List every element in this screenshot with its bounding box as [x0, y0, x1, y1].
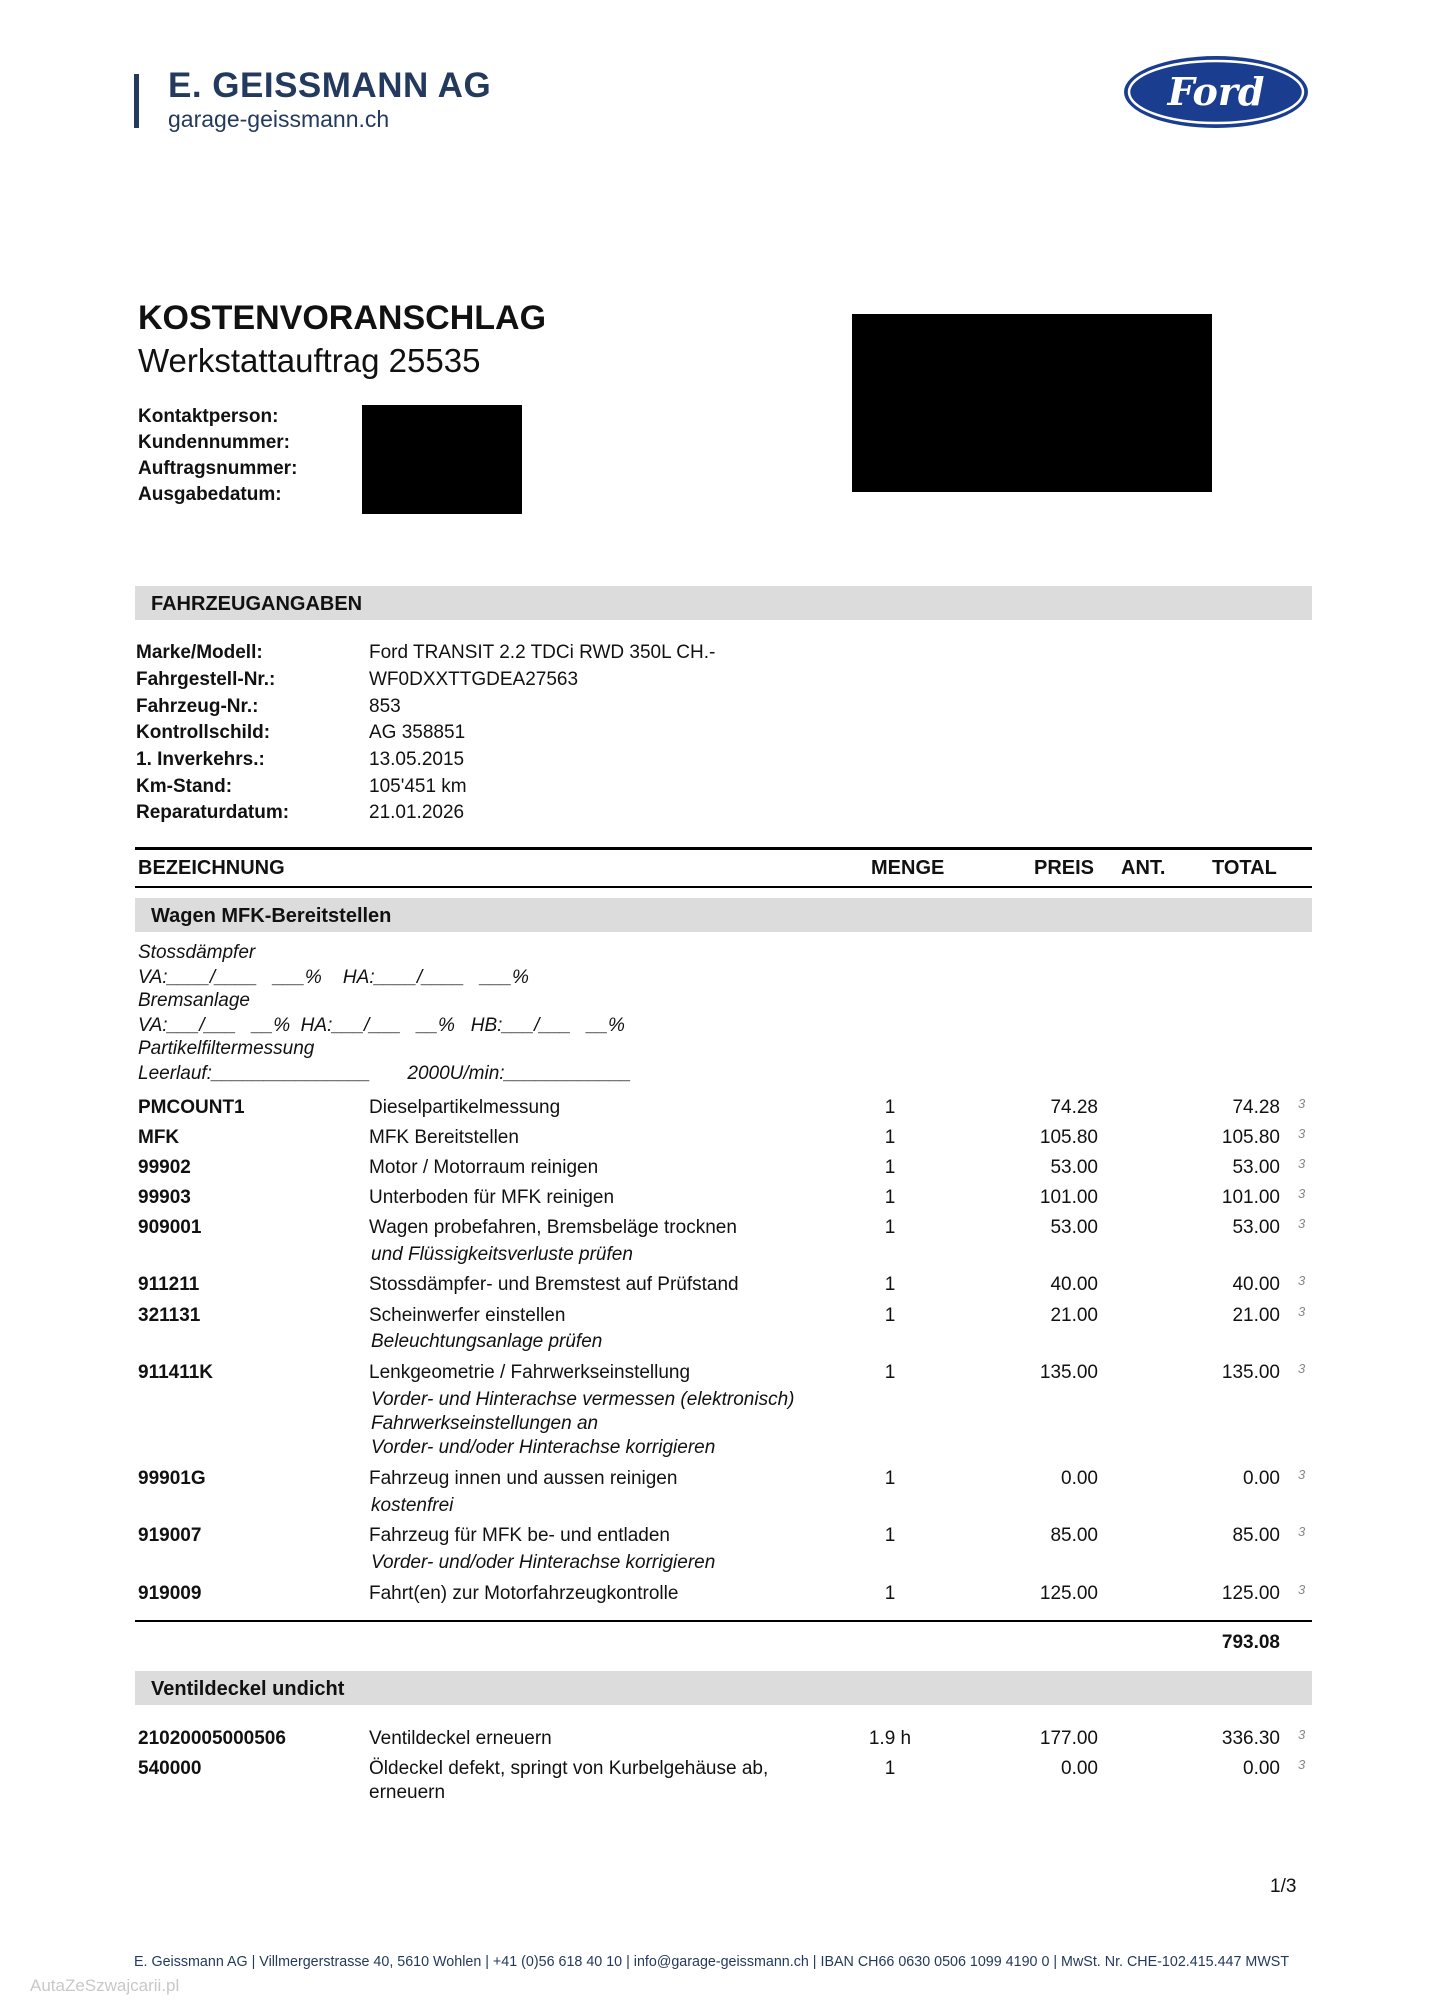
item-code: PMCOUNT1: [138, 1097, 245, 1118]
item-quantity: 1: [884, 1097, 896, 1118]
item-price: 125.00: [1039, 1583, 1098, 1604]
ford-logo-text: Ford: [1167, 69, 1265, 114]
item-price: 135.00: [1039, 1362, 1098, 1383]
form-line: Bremsanlage: [138, 990, 250, 1011]
page-number: 1/3: [1270, 1876, 1297, 1897]
item-code: 540000: [138, 1758, 202, 1779]
item-total: 101.00: [1221, 1187, 1280, 1208]
document-subtitle: Werkstattauftrag 25535: [138, 342, 481, 379]
company-name: E. GEISSMANN AG: [168, 66, 492, 105]
item-total: 53.00: [1232, 1157, 1280, 1178]
group-header-valve-cover: [135, 1671, 1312, 1705]
vehicle-value: 105'451 km: [369, 776, 467, 797]
item-price: 21.00: [1050, 1305, 1098, 1326]
col-header-ant: ANT.: [1121, 857, 1166, 879]
item-description: Scheinwerfer einstellen: [369, 1305, 566, 1326]
item-description: Wagen probefahren, Bremsbeläge trocknen: [369, 1217, 737, 1238]
item-description: Motor / Motorraum reinigen: [369, 1157, 599, 1178]
item-quantity: 1: [884, 1468, 896, 1489]
item-total: 21.00: [1232, 1305, 1280, 1326]
item-code: 321131: [138, 1305, 201, 1326]
vehicle-label: Marke/Modell:: [136, 642, 263, 663]
item-code: 99902: [138, 1157, 191, 1178]
form-line: Leerlauf:_______________ 2000U/min:____________: [138, 1063, 632, 1084]
item-code: 99901G: [138, 1468, 206, 1489]
item-description: Stossdämpfer- und Bremstest auf Prüfstand: [369, 1274, 739, 1295]
item-price: 0.00: [1061, 1468, 1098, 1489]
order-number-label: Auftragsnummer:: [138, 458, 298, 479]
issue-date-label: Ausgabedatum:: [138, 484, 282, 505]
group-subtotal: 793.08: [1221, 1632, 1280, 1653]
item-quantity: 1: [884, 1758, 896, 1779]
item-quantity: 1: [884, 1157, 896, 1178]
item-mark: 3: [1298, 1757, 1306, 1772]
item-price: 105.80: [1039, 1127, 1098, 1148]
item-quantity: 1: [884, 1217, 896, 1238]
redacted-contact-block: [362, 405, 522, 514]
watermark: AutaZeSzwajcarii.pl: [30, 1976, 180, 1995]
item-mark: 3: [1298, 1361, 1306, 1376]
item-description: MFK Bereitstellen: [369, 1127, 519, 1148]
item-note: und Flüssigkeitsverluste prüfen: [371, 1244, 633, 1265]
item-total: 135.00: [1221, 1362, 1280, 1383]
item-quantity: 1: [884, 1187, 896, 1208]
subtotal-rule: [135, 1620, 1312, 1622]
item-quantity: 1: [884, 1525, 896, 1546]
item-description: Öldeckel defekt, springt von Kurbelgehäuse ab,: [369, 1758, 769, 1779]
item-note: Beleuchtungsanlage prüfen: [371, 1331, 603, 1352]
form-line: VA:___/___ __% HA:___/___ __% HB:___/___ __%: [138, 1015, 625, 1036]
vehicle-label: Fahrgestell-Nr.:: [136, 669, 276, 690]
item-total: 53.00: [1232, 1217, 1280, 1238]
item-note: Vorder- und/oder Hinterachse korrigieren: [371, 1552, 716, 1573]
item-price: 53.00: [1050, 1217, 1098, 1238]
vehicle-label: Fahrzeug-Nr.:: [136, 696, 259, 717]
item-mark: 3: [1298, 1467, 1306, 1482]
item-price: 177.00: [1039, 1728, 1098, 1749]
item-price: 0.00: [1061, 1758, 1098, 1779]
vehicle-value: 21.01.2026: [369, 802, 465, 823]
form-line: Stossdämpfer: [138, 942, 256, 963]
vehicle-section-header: [135, 586, 1312, 620]
vehicle-label: 1. Inverkehrs.:: [136, 749, 265, 770]
logo-accent-bar: [134, 74, 139, 128]
item-mark: 3: [1298, 1186, 1306, 1201]
vehicle-value: 853: [369, 696, 401, 717]
document-title: KOSTENVORANSCHLAG: [138, 299, 547, 337]
table-top-rule: [135, 847, 1312, 850]
vehicle-value: Ford TRANSIT 2.2 TDCi RWD 350L CH.-: [369, 642, 716, 663]
contact-label: Kontaktperson:: [138, 406, 279, 427]
vehicle-label: Reparaturdatum:: [136, 802, 290, 823]
item-note: Vorder- und/oder Hinterachse korrigieren: [371, 1437, 716, 1458]
item-code: 21020005000506: [138, 1728, 286, 1749]
vehicle-value: WF0DXXTTGDEA27563: [369, 669, 579, 690]
item-total: 0.00: [1243, 1468, 1280, 1489]
vehicle-section-title: FAHRZEUGANGABEN: [151, 593, 363, 615]
item-mark: 3: [1298, 1156, 1306, 1171]
item-mark: 3: [1298, 1273, 1306, 1288]
col-header-menge: MENGE: [871, 857, 945, 879]
col-header-preis: PREIS: [1034, 857, 1095, 879]
item-code: 919009: [138, 1583, 202, 1604]
form-line: Partikelfiltermessung: [138, 1038, 315, 1059]
item-code: MFK: [138, 1127, 180, 1148]
item-total: 336.30: [1221, 1728, 1280, 1749]
item-price: 40.00: [1050, 1274, 1098, 1295]
item-mark: 3: [1298, 1727, 1306, 1742]
item-description: Lenkgeometrie / Fahrwerkseinstellung: [369, 1362, 691, 1383]
item-note: Vorder- und Hinterachse vermessen (elektronisch): [371, 1389, 795, 1410]
item-note: kostenfrei: [371, 1495, 454, 1516]
vehicle-value: 13.05.2015: [369, 749, 465, 770]
item-code: 911211: [138, 1274, 200, 1295]
item-quantity: 1.9 h: [868, 1728, 912, 1749]
item-mark: 3: [1298, 1524, 1306, 1539]
item-price: 101.00: [1039, 1187, 1098, 1208]
item-price: 53.00: [1050, 1157, 1098, 1178]
item-mark: 3: [1298, 1126, 1306, 1141]
item-code: 909001: [138, 1217, 202, 1238]
company-footer: E. Geissmann AG | Villmergerstrasse 40, 5610 Wohlen | +41 (0)56 618 40 10 | info@garage-geissmann.ch | IBAN CH66 0630 0506 1099 4190 0 | MwSt. Nr. CHE-102.415.447 MWST: [134, 1954, 1290, 1970]
item-note: Fahrwerkseinstellungen an: [371, 1413, 599, 1434]
item-quantity: 1: [884, 1274, 896, 1295]
item-total: 40.00: [1232, 1274, 1280, 1295]
redacted-address-block: [852, 314, 1212, 492]
ford-logo-icon: [1122, 54, 1310, 130]
item-quantity: 1: [884, 1305, 896, 1326]
item-description: Ventildeckel erneuern: [369, 1728, 552, 1749]
vehicle-value: AG 358851: [369, 722, 466, 743]
item-mark: 3: [1298, 1304, 1306, 1319]
item-description: Fahrzeug für MFK be- und entladen: [369, 1525, 671, 1546]
item-mark: 3: [1298, 1582, 1306, 1597]
group-header-mfk: [135, 898, 1312, 932]
vehicle-label: Km-Stand:: [136, 776, 233, 797]
form-line: VA:____/____ ___% HA:____/____ ___%: [138, 967, 529, 988]
item-description-continued: erneuern: [369, 1782, 446, 1803]
item-code: 919007: [138, 1525, 202, 1546]
item-total: 74.28: [1232, 1097, 1280, 1118]
item-price: 74.28: [1050, 1097, 1098, 1118]
item-mark: 3: [1298, 1216, 1306, 1231]
col-header-total: TOTAL: [1212, 857, 1277, 879]
table-header-rule: [135, 886, 1312, 888]
company-website: garage-geissmann.ch: [168, 106, 390, 132]
item-quantity: 1: [884, 1362, 896, 1383]
item-price: 85.00: [1050, 1525, 1098, 1546]
col-header-bezeichnung: BEZEICHNUNG: [138, 857, 285, 879]
group-title: Wagen MFK-Bereitstellen: [151, 905, 392, 927]
item-total: 105.80: [1221, 1127, 1280, 1148]
group-title: Ventildeckel undicht: [151, 1678, 345, 1700]
item-code: 911411K: [138, 1362, 214, 1383]
item-description: Unterboden für MFK reinigen: [369, 1187, 615, 1208]
customer-number-label: Kundennummer:: [138, 432, 290, 453]
item-total: 85.00: [1232, 1525, 1280, 1546]
vehicle-label: Kontrollschild:: [136, 722, 271, 743]
item-quantity: 1: [884, 1127, 896, 1148]
item-mark: 3: [1298, 1096, 1306, 1111]
item-total: 125.00: [1221, 1583, 1280, 1604]
item-description: Fahrt(en) zur Motorfahrzeugkontrolle: [369, 1583, 679, 1604]
item-quantity: 1: [884, 1583, 896, 1604]
item-description: Dieselpartikelmessung: [369, 1097, 561, 1118]
item-total: 0.00: [1243, 1758, 1280, 1779]
item-code: 99903: [138, 1187, 191, 1208]
item-description: Fahrzeug innen und aussen reinigen: [369, 1468, 678, 1489]
